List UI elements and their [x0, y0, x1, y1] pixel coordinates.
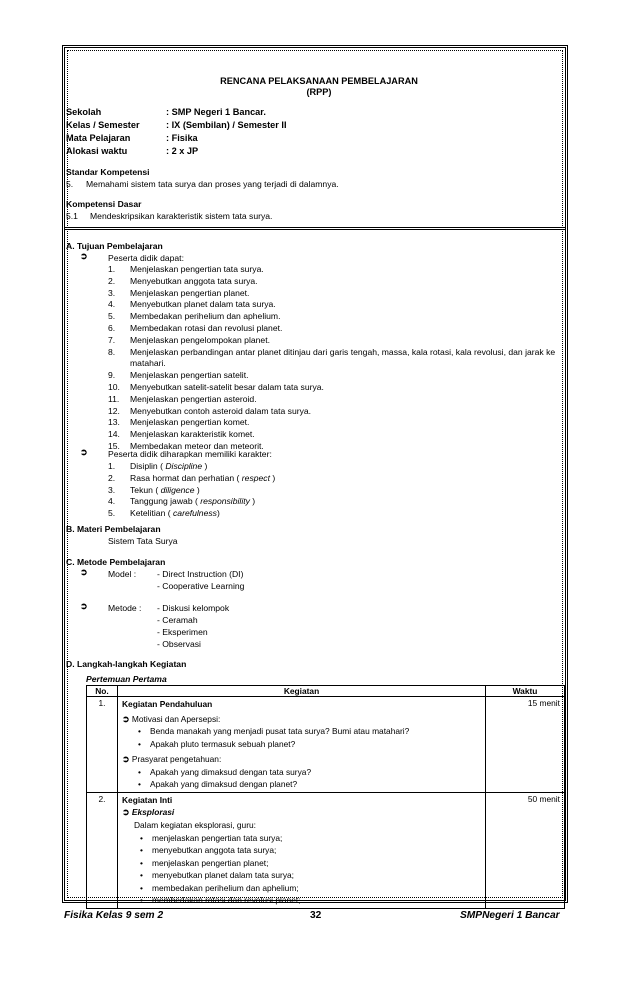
identity-label: Alokasi waktu [66, 146, 128, 156]
list-item: • Apakah yang dimaksud dengan tata surya? [150, 766, 481, 779]
tujuan-item-text-cont: matahari. [130, 358, 166, 369]
karakter-close: ) [249, 496, 256, 507]
standar-heading: Standar Kompetensi [66, 167, 150, 177]
prasyarat-label: Prasyarat pengetahuan: [131, 754, 222, 765]
row-title: Kegiatan Inti [122, 794, 173, 805]
identity-value: : SMP Negeri 1 Bancar. [166, 107, 266, 117]
karakter-label: Ketelitian ( [130, 508, 173, 519]
section-divider [64, 227, 566, 230]
kegiatan-table [86, 685, 565, 909]
karakter-label: Tekun ( [130, 484, 161, 495]
karakter-item-text [130, 473, 275, 483]
materi-heading: B. Materi Pembelajaran [66, 524, 161, 534]
standar-num: 5. [66, 179, 74, 189]
metode-label: Metode : [108, 603, 142, 613]
arrow-bullet-icon: ➲ [80, 567, 88, 577]
tujuan-item-text: Menyebutkan contoh asteroid dalam tata surya. [130, 405, 312, 416]
karakter-label: Rasa hormat dan perhatian ( [130, 472, 242, 483]
karakter-item-num: 4. [108, 496, 116, 507]
tujuan-item-text: Menjelaskan pengelompokan planet. [130, 334, 270, 345]
eksplorasi-line [122, 806, 481, 819]
tujuan-heading: A. Tujuan Pembelajaran [66, 241, 163, 251]
karakter-item-text [130, 485, 200, 495]
tujuan-item-num: 10. [108, 382, 120, 392]
tujuan-item-text: Menjelaskan pengertian planet. [130, 287, 250, 298]
identity-label: Sekolah [66, 107, 102, 117]
tujuan-item-num: 3. [108, 287, 116, 298]
kompetensi-num: 5.1 [66, 211, 78, 221]
tujuan-item-text: Membedakan meteor dan meteorit. [130, 441, 264, 451]
tujuan-item-num: 13. [108, 417, 120, 428]
tujuan-item-num: 15. [108, 441, 120, 451]
list-item: • menyebutkan planet dalam tata surya; [152, 869, 481, 882]
tujuan-intro: Peserta didik dapat: [108, 253, 184, 263]
standar-text: Memahami sistem tata surya dan proses yang terjadi di dalamnya. [86, 179, 339, 189]
model-item: - Direct Instruction (DI) [157, 569, 244, 579]
tujuan-item-num: 5. [108, 311, 116, 322]
tujuan-item-num: 14. [108, 429, 120, 440]
karakter-item-num: 1. [108, 461, 116, 471]
col-no-header: No. [87, 686, 118, 697]
list-item: • menjelaskan pengertian planet; [152, 857, 481, 870]
list-item: • membedakan rotasi dan revolusi planet; [152, 894, 481, 907]
list-item: • menyebutkan anggota tata surya; [152, 844, 481, 857]
motivasi-label: Motivasi dan Apersepsi: [131, 713, 221, 724]
karakter-close: ) [269, 472, 276, 483]
row-kegiatan [118, 792, 486, 908]
tujuan-item-num: 7. [108, 334, 116, 345]
karakter-item-text [130, 461, 207, 471]
motivasi-list [122, 725, 481, 750]
table-header-row [87, 686, 565, 697]
prasyarat-line [122, 753, 481, 766]
model-label: Model : [108, 569, 137, 579]
tujuan-item-num: 2. [108, 275, 116, 286]
tujuan-item-text: Menyebutkan satelit-satelit besar dalam tata surya. [130, 382, 324, 392]
kompetensi-text: Mendeskripsikan karakteristik sistem tata surya. [90, 211, 273, 221]
tujuan-item-text: Menyebutkan planet dalam tata surya. [130, 299, 276, 310]
eksplorasi-list [122, 832, 481, 907]
materi-text: Sistem Tata Surya [108, 536, 178, 546]
karakter-english: diligence [160, 484, 195, 495]
identity-value: : 2 x JP [166, 146, 199, 156]
tujuan-item-num: 9. [108, 370, 116, 381]
karakter-english: carefulness [173, 508, 217, 519]
tujuan-item-num: 11. [108, 393, 120, 404]
tujuan-item-num: 6. [108, 323, 116, 333]
list-item: • menjelaskan pengertian tata surya; [152, 832, 481, 845]
arrow-bullet-icon: ➲ [122, 807, 130, 818]
karakter-label: Disiplin ( [130, 461, 166, 471]
langkah-heading: D. Langkah-langkah Kegiatan [66, 659, 187, 669]
tujuan-item-text: Menjelaskan pengertian tata surya. [130, 264, 264, 274]
row-waktu: 15 menit [486, 697, 565, 793]
karakter-english: respect [241, 472, 270, 483]
eksplorasi-intro: Dalam kegiatan eksplorasi, guru: [134, 819, 256, 830]
document-title: RENCANA PELAKSANAAN PEMBELAJARAN [220, 76, 418, 86]
row-kegiatan [118, 697, 486, 793]
tujuan-item-num: 12. [108, 405, 120, 416]
kompetensi-heading: Kompetensi Dasar [66, 199, 142, 209]
row-no: 2. [87, 792, 118, 908]
identity-label: Mata Pelajaran [66, 133, 131, 143]
tujuan-item-text: Menjelaskan perbandingan antar planet ditinjau dari garis tengah, massa, kala rotasi, kala revolusi, dan jarak ke [130, 346, 556, 357]
metode-item: - Eksperimen [157, 627, 208, 637]
tujuan-item-num: 1. [108, 264, 116, 274]
karakter-close: ) [216, 508, 220, 519]
motivasi-line [122, 713, 481, 726]
row-no: 1. [87, 697, 118, 793]
karakter-item-num: 2. [108, 472, 116, 483]
metode-heading: C. Metode Pembelajaran [66, 557, 166, 567]
table-row [87, 697, 565, 793]
karakter-item-text [130, 508, 220, 518]
arrow-bullet-icon: ➲ [122, 754, 130, 765]
karakter-close: ) [202, 461, 208, 471]
list-item: • Apakah pluto termasuk sebuah planet? [150, 738, 481, 751]
karakter-close: ) [194, 484, 200, 495]
metode-item: - Observasi [157, 639, 201, 649]
list-item: • membedakan perihelium dan aphelium; [152, 882, 481, 895]
footer-right: SMPNegeri 1 Bancar [460, 910, 560, 921]
tujuan-item-text: Membedakan perihelium dan aphelium. [130, 311, 281, 322]
identity-value: : IX (Sembilan) / Semester II [166, 120, 287, 130]
col-waktu-header: Waktu [486, 686, 565, 697]
list-item: • Benda manakah yang menjadi pusat tata surya? Bumi atau matahari? [150, 725, 481, 738]
page-number: 32 [310, 910, 322, 921]
arrow-bullet-icon: ➲ [80, 251, 88, 261]
metode-item: - Ceramah [157, 615, 198, 625]
prasyarat-list [122, 766, 481, 791]
identity-value: : Fisika [166, 133, 198, 143]
tujuan-item-num: 8. [108, 346, 116, 357]
arrow-bullet-icon: ➲ [122, 713, 130, 724]
list-item: • Apakah yang dimaksud dengan planet? [150, 778, 481, 791]
tujuan-item-text: Membedakan rotasi dan revolusi planet. [130, 323, 283, 333]
tujuan-item-text: Menjelaskan pengertian komet. [130, 417, 250, 428]
tujuan-item-num: 4. [108, 299, 116, 310]
pertemuan-label: Pertemuan Pertama [86, 674, 167, 684]
model-item: - Cooperative Learning [157, 581, 245, 591]
tujuan-item-text: Menjelaskan pengertian satelit. [130, 370, 249, 381]
karakter-item-num: 3. [108, 484, 116, 495]
identity-label: Kelas / Semester [66, 120, 140, 130]
arrow-bullet-icon: ➲ [80, 601, 88, 611]
arrow-bullet-icon: ➲ [80, 447, 88, 457]
karakter-label: Tanggung jawab ( [130, 496, 201, 507]
metode-item: - Diskusi kelompok [157, 603, 230, 613]
tujuan-item-text: Menjelaskan pengertian asteroid. [130, 393, 257, 404]
document-subtitle: (RPP) [306, 87, 332, 97]
karakter-english: Discipline [165, 461, 203, 471]
row-waktu: 50 menit [486, 792, 565, 908]
eksplorasi-label: Eksplorasi [131, 807, 175, 818]
table-row [87, 792, 565, 908]
karakter-intro: Peserta didik diharapkan memiliki karakter: [108, 449, 272, 459]
col-kegiatan-header: Kegiatan [118, 686, 486, 697]
footer-left: Fisika Kelas 9 sem 2 [64, 910, 164, 921]
karakter-item-num: 5. [108, 508, 116, 519]
karakter-english: responsibility [200, 496, 250, 507]
row-title: Kegiatan Pendahuluan [122, 699, 213, 709]
karakter-item-text [130, 496, 255, 506]
tujuan-item-text: Menjelaskan karakteristik komet. [130, 429, 255, 440]
tujuan-item-text: Menyebutkan anggota tata surya. [130, 275, 258, 286]
